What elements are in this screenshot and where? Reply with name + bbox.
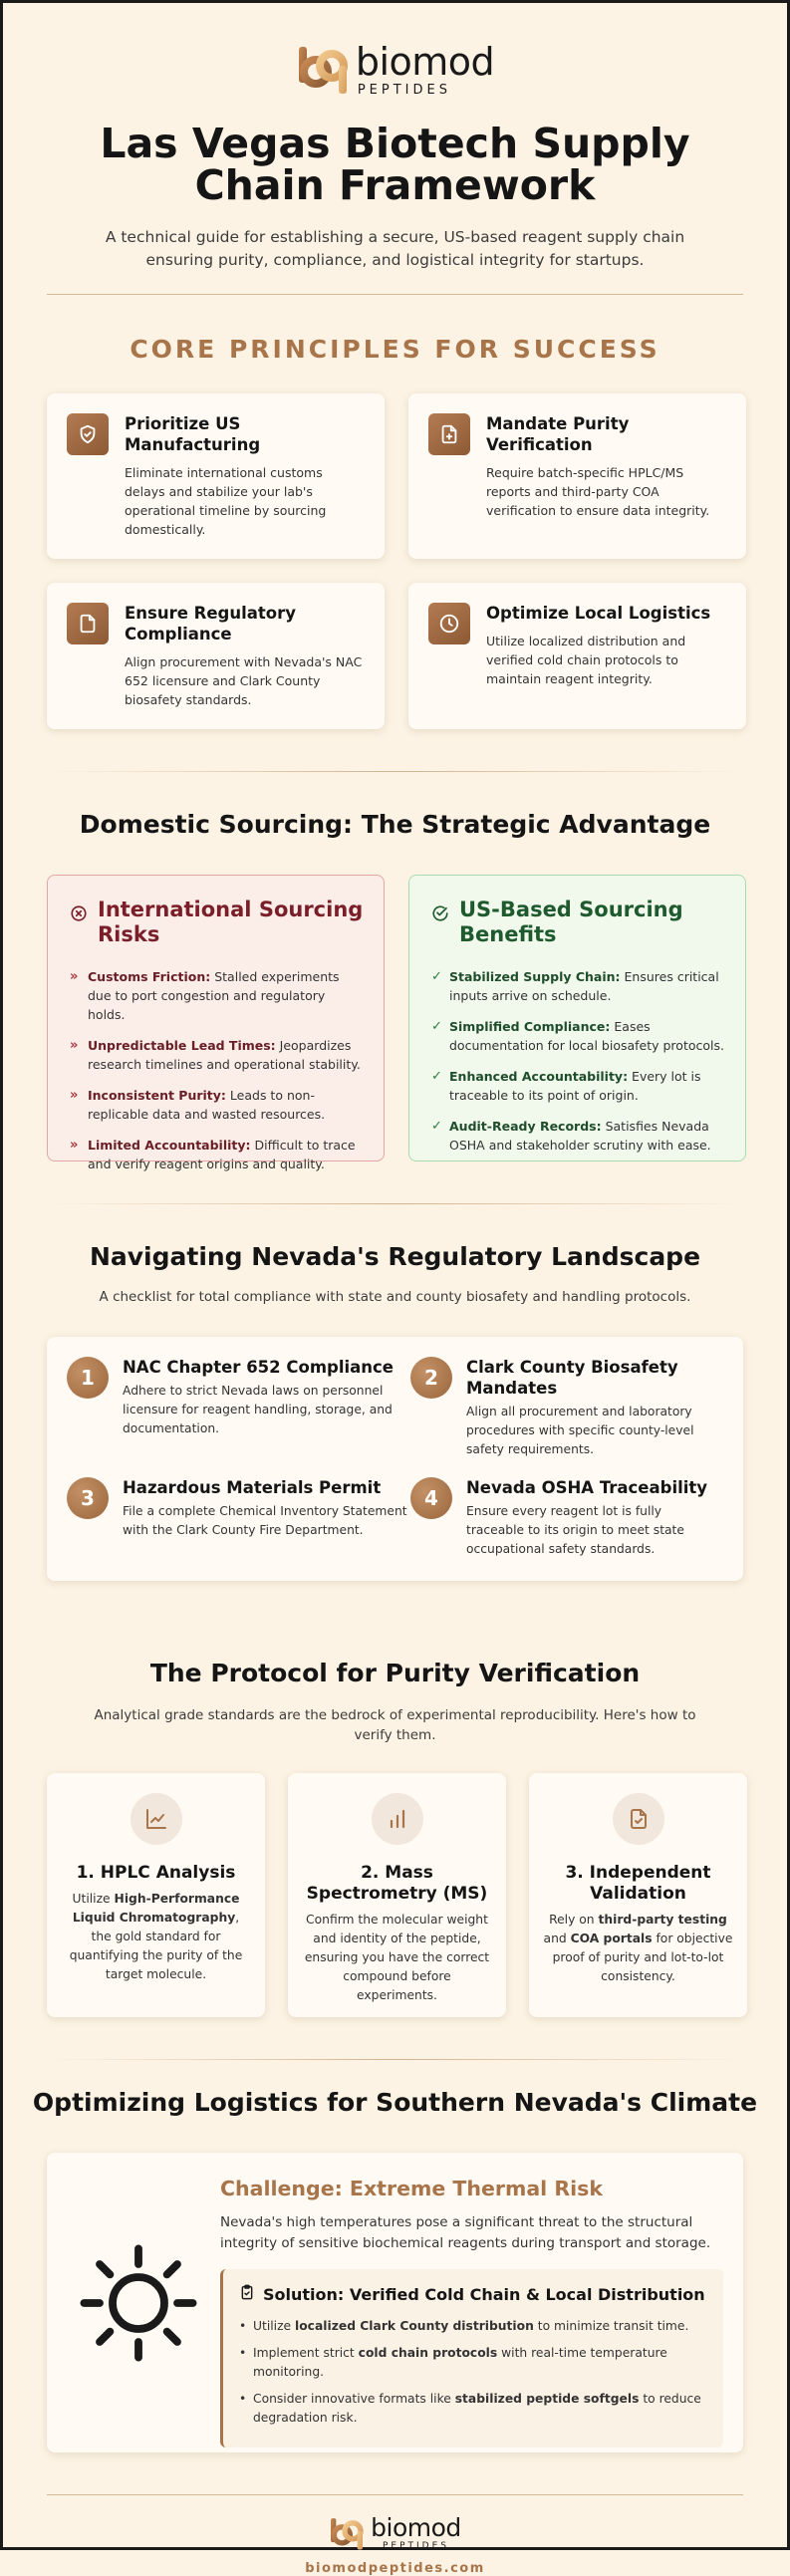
list-item: » Customs Friction: Stalled experiments due to port congestion and regulatory holds. xyxy=(70,969,340,1022)
header xyxy=(3,3,787,272)
step-number: 3 xyxy=(67,1477,109,1519)
bp-logo-icon xyxy=(329,2516,365,2551)
divider xyxy=(47,771,743,772)
core-principles-title: CORE PRINCIPLES FOR SUCCESS xyxy=(130,335,660,364)
list-item: • Utilize localized Clark County distribution to minimize transit time. xyxy=(239,2317,707,2336)
checklist-title: Clark County Biosafety Mandates xyxy=(466,1358,678,1398)
brand-tagline: PEPTIDES xyxy=(382,2541,449,2551)
checklist-item xyxy=(67,1477,410,1559)
bar-chart-icon xyxy=(372,1793,423,1845)
principle-card xyxy=(47,393,385,559)
footer-logo xyxy=(3,2515,787,2551)
sourcing-section xyxy=(3,810,787,1171)
challenge-text: Nevada's high temperatures pose a significant threat to the structural integrity of sensitive biochemical reagents during transport and storage. xyxy=(220,2214,711,2251)
x-circle-icon xyxy=(70,904,88,926)
solution-title: Solution: Verified Cold Chain & Local Distribution xyxy=(263,2284,705,2304)
divider xyxy=(47,2494,743,2495)
protocol-cards xyxy=(47,1773,743,2017)
checklist-text: File a complete Chemical Inventory Statement with the Clark County Fire Department. xyxy=(123,1504,407,1537)
checklist-text: Adhere to strict Nevada laws on personnel licensure for reagent handling, storage, and documentation. xyxy=(123,1384,393,1435)
document-icon xyxy=(67,603,109,644)
step-number: 4 xyxy=(410,1477,452,1519)
regulatory-title: Navigating Nevada's Regulatory Landscape xyxy=(89,1242,701,1271)
protocol-title: The Protocol for Purity Verification xyxy=(149,1659,641,1687)
list-item: » Inconsistent Purity: Leads to non-replicable data and wasted resources. xyxy=(70,1088,326,1122)
benefits-title: US-Based Sourcing Benefits xyxy=(459,898,683,946)
principle-text: Utilize localized distribution and verified cold chain protocols to maintain reagent integrity. xyxy=(486,634,686,686)
checkmark-icon: ✓ xyxy=(431,1019,442,1034)
step-number: 1 xyxy=(67,1357,109,1399)
protocol-lead: Analytical grade standards are the bedrock of experimental reproducibility. Here's how to verify them. xyxy=(94,1707,696,1743)
risks-list xyxy=(70,967,364,1173)
principle-title: Ensure Regulatory Compliance xyxy=(125,604,297,644)
protocol-card xyxy=(47,1773,265,2017)
checklist-item xyxy=(67,1357,410,1459)
checkmark-icon: ✓ xyxy=(431,1069,442,1084)
principle-card xyxy=(408,393,746,559)
protocol-card-title: 3. Independent Validation xyxy=(565,1863,711,1904)
brand-name: biomod xyxy=(355,40,495,84)
brand-tagline: PEPTIDES xyxy=(357,83,451,98)
checkmark-icon: ✓ xyxy=(431,1119,442,1134)
chevrons-right-icon: » xyxy=(70,1138,79,1153)
list-item: » Unpredictable Lead Times: Jeopardizes research timelines and operational stability. xyxy=(70,1038,361,1072)
step-number: 2 xyxy=(410,1357,452,1399)
risks-title: International Sourcing Risks xyxy=(98,898,364,946)
protocol-card-title: 2. Mass Spectrometry (MS) xyxy=(306,1863,488,1904)
checklist-item xyxy=(410,1477,719,1559)
checklist-title: Hazardous Materials Permit xyxy=(123,1478,382,1497)
chevrons-right-icon: » xyxy=(70,1038,79,1053)
list-item: • Implement strict cold chain protocols with real-time temperature monitoring. xyxy=(239,2344,707,2382)
checklist-title: Nevada OSHA Traceability xyxy=(466,1478,708,1497)
logistics-title: Optimizing Logistics for Southern Nevada's Climate xyxy=(32,2088,758,2117)
regulatory-section xyxy=(3,1242,787,1581)
list-item: ✓ Simplified Compliance: Eases documentation for local biosafety protocols. xyxy=(431,1019,724,1053)
divider xyxy=(47,1203,743,1204)
principle-card xyxy=(47,583,385,729)
checklist-text: Ensure every reagent lot is fully traceable to its origin to meet state occupational safety standards. xyxy=(466,1504,684,1556)
page-title: Las Vegas Biotech Supply Chain Framework xyxy=(100,120,690,209)
clipboard-icon xyxy=(239,2283,263,2305)
solution-list xyxy=(239,2317,707,2428)
logistics-section xyxy=(3,2088,787,2452)
divider xyxy=(47,294,743,295)
divider xyxy=(47,2059,743,2060)
principle-title: Optimize Local Logistics xyxy=(486,604,711,623)
principles-grid xyxy=(47,393,743,729)
page-subtitle: A technical guide for establishing a secure, US-based reagent supply chain ensuring purity, compliance, and logistical integrity for startups. xyxy=(105,228,685,269)
benefits-list xyxy=(431,967,725,1155)
principle-title: Mandate Purity Verification xyxy=(486,414,630,454)
checklist-title: NAC Chapter 652 Compliance xyxy=(123,1358,394,1377)
shield-check-icon xyxy=(67,413,109,455)
list-item: ✓ Audit-Ready Records: Satisfies Nevada OSHA and stakeholder scrutiny with ease. xyxy=(431,1119,711,1153)
protocol-card-text: Rely on third-party testing and COA portals for objective proof of purity and lot-to-lot consistency. xyxy=(543,1913,733,1983)
check-circle-icon xyxy=(431,904,449,926)
risks-panel xyxy=(47,875,385,1171)
brand-name: biomod xyxy=(371,2513,461,2542)
regulatory-lead: A checklist for total compliance with state and county biosafety and handling protocols. xyxy=(99,1289,691,1305)
chevrons-right-icon: » xyxy=(70,1088,79,1103)
clock-icon xyxy=(428,603,470,644)
list-item: ✓ Stabilized Supply Chain: Ensures critical inputs arrive on schedule. xyxy=(431,969,719,1003)
chevrons-right-icon: » xyxy=(70,969,79,984)
principle-text: Require batch-specific HPLC/MS reports and third-party COA verification to ensure data integrity. xyxy=(486,465,710,518)
checklist-text: Align all procurement and laboratory procedures with specific county-level safety requirements. xyxy=(466,1405,694,1456)
bp-logo-icon xyxy=(296,44,350,96)
checkmark-icon: ✓ xyxy=(431,969,442,984)
list-item: ✓ Enhanced Accountability: Every lot is traceable to its point of origin. xyxy=(431,1069,701,1103)
principle-text: Eliminate international customs delays and stabilize your lab's operational timeline by sourcing domestically. xyxy=(125,465,327,537)
protocol-card-title: 1. HPLC Analysis xyxy=(76,1863,236,1883)
protocol-card-text: Confirm the molecular weight and identity of the peptide, ensuring you have the correct compound before experiments. xyxy=(304,1913,490,2002)
line-chart-icon xyxy=(131,1793,182,1845)
clipboard-check-icon xyxy=(613,1793,664,1845)
protocol-card-text: Utilize High-Performance Liquid Chromatography, the gold standard for quantifying the purity of the target molecule. xyxy=(69,1892,243,1981)
brand-logo xyxy=(3,40,787,98)
document-plus-icon xyxy=(428,413,470,455)
website-link[interactable]: biomodpeptides.com xyxy=(305,2561,485,2576)
sourcing-comparison xyxy=(47,875,743,1171)
sourcing-title: Domestic Sourcing: The Strategic Advantage xyxy=(79,810,711,839)
benefits-panel xyxy=(408,875,746,1161)
protocol-card xyxy=(529,1773,747,2017)
footer xyxy=(3,2515,787,2576)
checklist-item xyxy=(410,1357,719,1459)
principle-card xyxy=(408,583,746,729)
logistics-card xyxy=(47,2153,743,2452)
protocol-card xyxy=(288,1773,506,2017)
core-principles-section xyxy=(3,335,787,729)
solution-box xyxy=(220,2269,723,2447)
principle-text: Align procurement with Nevada's NAC 652 licensure and Clark County biosafety standards. xyxy=(125,654,363,707)
list-item: • Consider innovative formats like stabilized peptide softgels to reduce degradation risk. xyxy=(239,2390,707,2428)
sun-icon xyxy=(67,2177,210,2429)
regulatory-checklist xyxy=(47,1337,743,1581)
principle-title: Prioritize US Manufacturing xyxy=(125,414,261,454)
protocol-section xyxy=(3,1659,787,2017)
list-item: » Limited Accountability: Difficult to trace and verify reagent origins and quality. xyxy=(70,1138,356,1171)
challenge-title: Challenge: Extreme Thermal Risk xyxy=(220,2177,603,2200)
